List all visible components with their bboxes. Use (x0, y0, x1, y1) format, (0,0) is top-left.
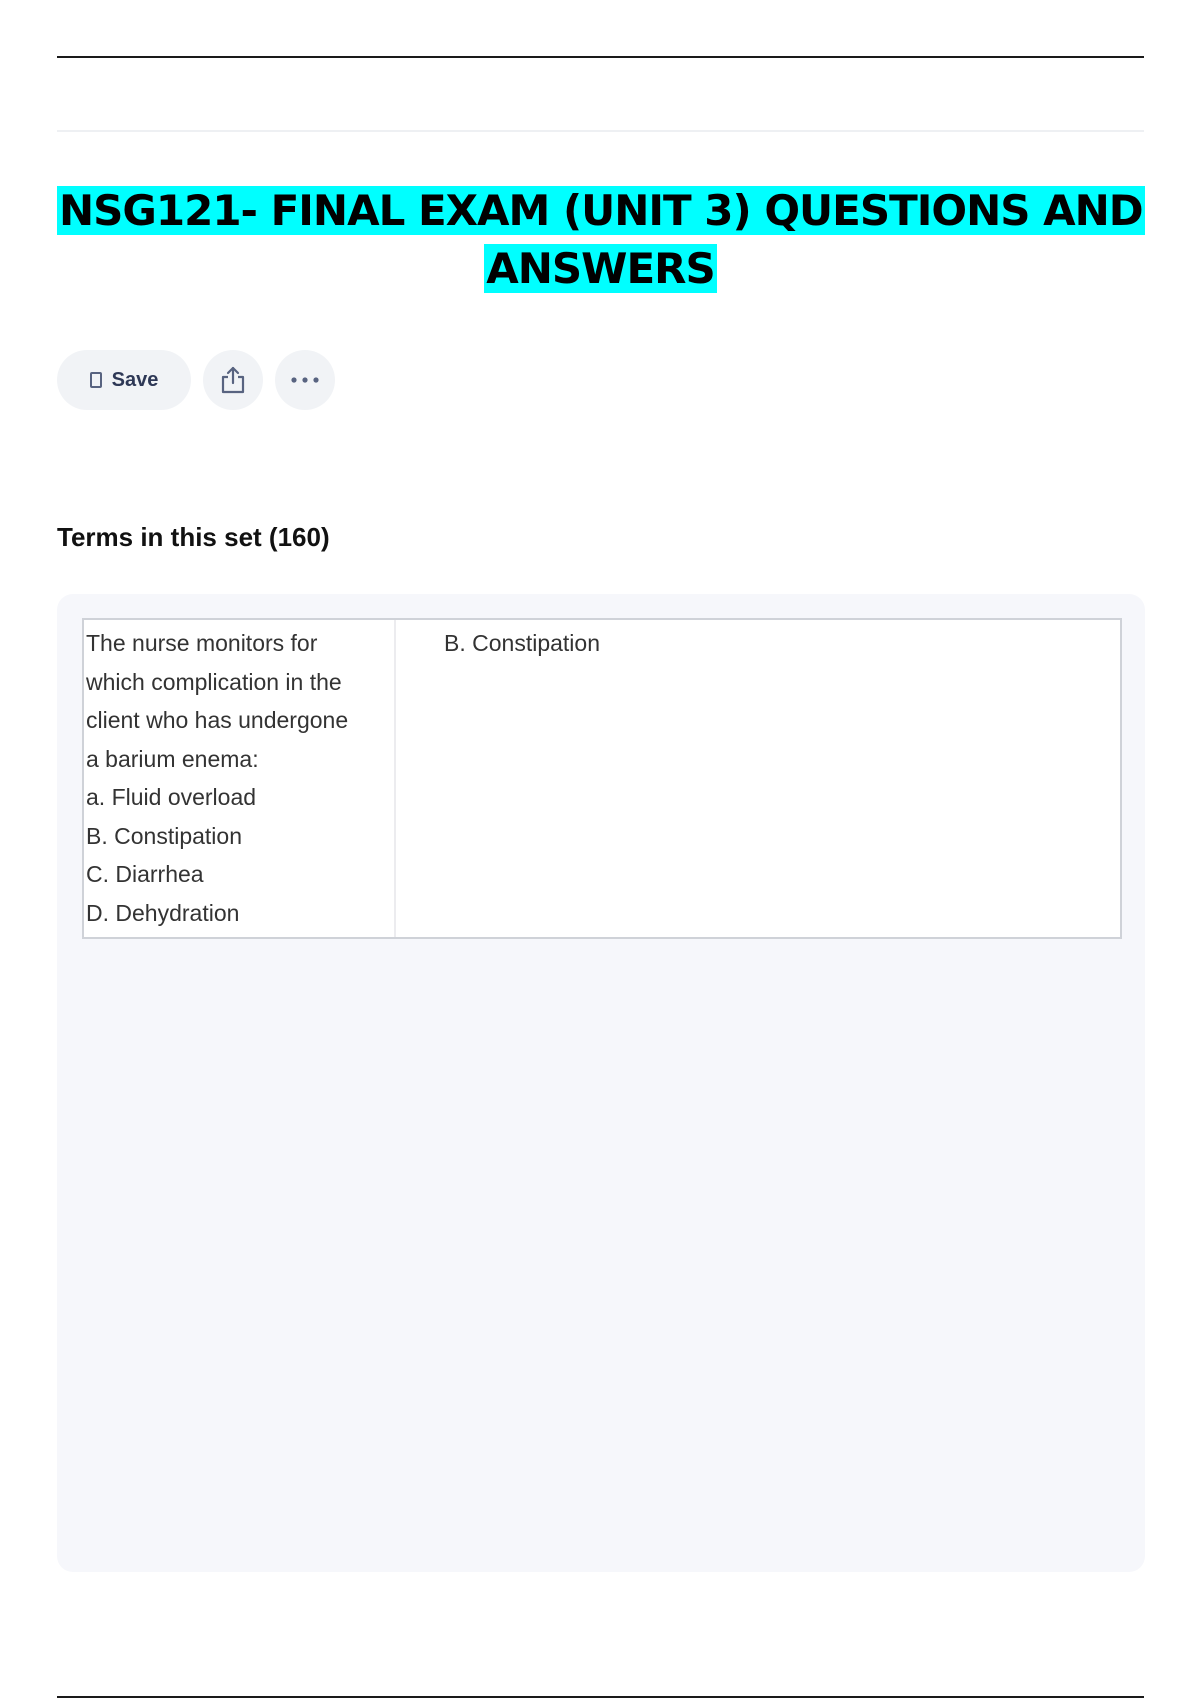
term-line: The nurse monitors for (86, 630, 318, 656)
term-option: D. Dehydration (86, 899, 240, 926)
term-card[interactable] (82, 618, 1122, 939)
definition-text: B. Constipation (444, 630, 600, 656)
top-rule (57, 56, 1144, 58)
terms-panel (57, 594, 1145, 1572)
more-icon (290, 376, 320, 384)
definition-side (396, 620, 1120, 937)
term-option: B. Constipation (86, 822, 242, 849)
term-line: a barium enema: (86, 745, 259, 772)
term-side (84, 620, 396, 937)
action-bar (57, 350, 335, 410)
share-icon (220, 366, 246, 394)
share-button[interactable] (203, 350, 263, 410)
header-divider (57, 130, 1144, 132)
term-line: which complication in the (86, 668, 342, 695)
terms-heading: Terms in this set (160) (57, 522, 330, 552)
more-button[interactable] (275, 350, 335, 410)
bottom-rule (57, 1696, 1144, 1698)
term-option: C. Diarrhea (86, 861, 204, 887)
term-option: a. Fluid overload (86, 784, 257, 810)
bookmark-icon (90, 372, 102, 388)
page-title: NSG121- FINAL EXAM (UNIT 3) QUESTIONS AND ANSWERS (59, 186, 1143, 293)
term-line: client who has undergone (86, 707, 349, 733)
save-button[interactable] (57, 350, 191, 410)
save-button-label: Save (111, 368, 159, 391)
